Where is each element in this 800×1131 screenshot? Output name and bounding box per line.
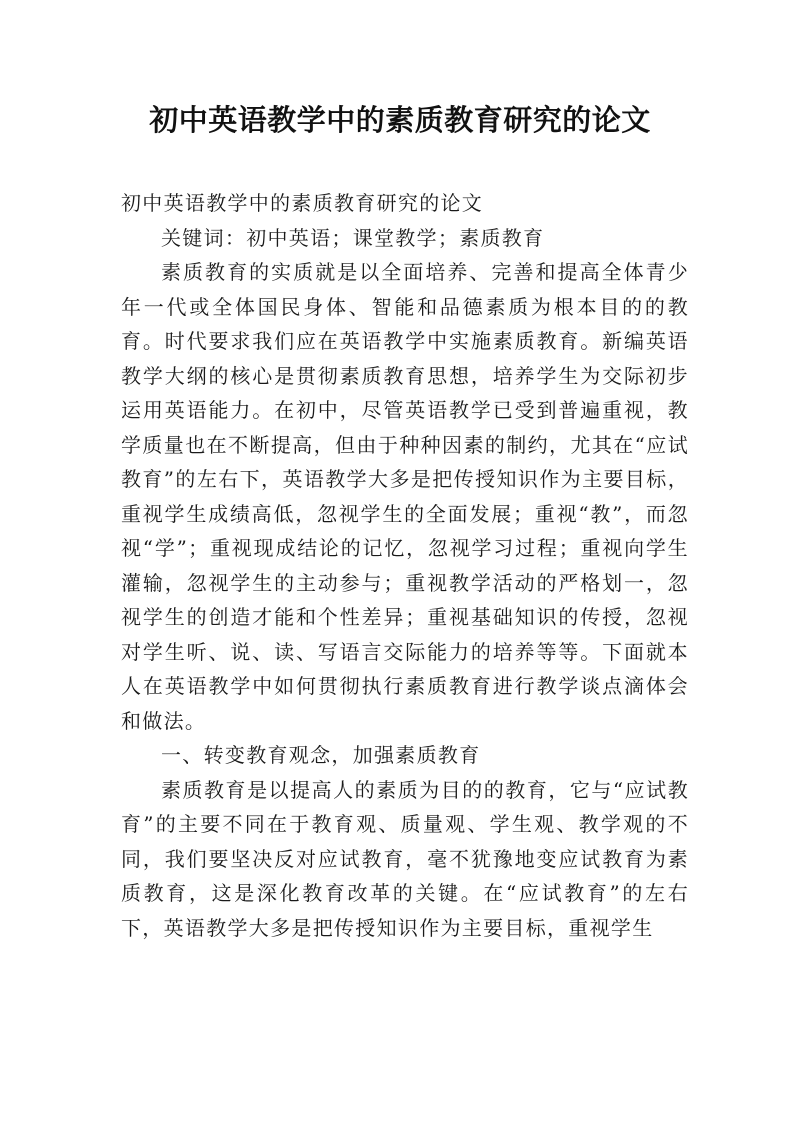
- document-subtitle: 初中英语教学中的素质教育研究的论文: [121, 191, 484, 215]
- paragraph: 素质教育的实质就是以全面培养、完善和提高全体青少年一代或全体国民身体、智能和品德素质为根本目的的教育。时代要求我们应在英语教学中实施素质教育。新编英语教学大纲的核心是贯彻素质教育思想，培养学生为交际初步运用英语能力。在初中，尽管英语教学已受到普遍重视，教学质量也在不断提高，但由于种种因素的制约，尤其在“应试教育”的左右下，英语教学大多是把传授知识作为主要目标，重视学生成绩高低，忽视学生的全面发展；重视“教”，而忽视“学”；重视现成结论的记忆，忽视学习过程；重视向学生灌输，忽视学生的主动参与；重视教学活动的严格划一，忽视学生的创造才能和个性差异；重视基础知识的传授，忽视对学生听、说、读、写语言交际能力的培养等等。下面就本人在英语教学中如何贯彻执行素质教育进行教学谈点滴体会和做法。: [121, 260, 689, 733]
- section-heading: 一、转变教育观念，加强素质教育: [161, 743, 481, 767]
- document-title: 初中英语教学中的素质教育研究的论文: [149, 103, 651, 137]
- document-body: [121, 186, 689, 945]
- keywords-line: 关键词：初中英语；课堂教学；素质教育: [161, 225, 545, 250]
- paragraph: 素质教育是以提高人的素质为目的的教育，它与“应试教育”的主要不同在于教育观、质量观、学生观、教学观的不同，我们要坚决反对应试教育，毫不犹豫地变应试教育为素质教育，这是深化教育改革的关键。在“应试教育”的左右下，英语教学大多是把传授知识作为主要目标，重视学生: [121, 777, 689, 940]
